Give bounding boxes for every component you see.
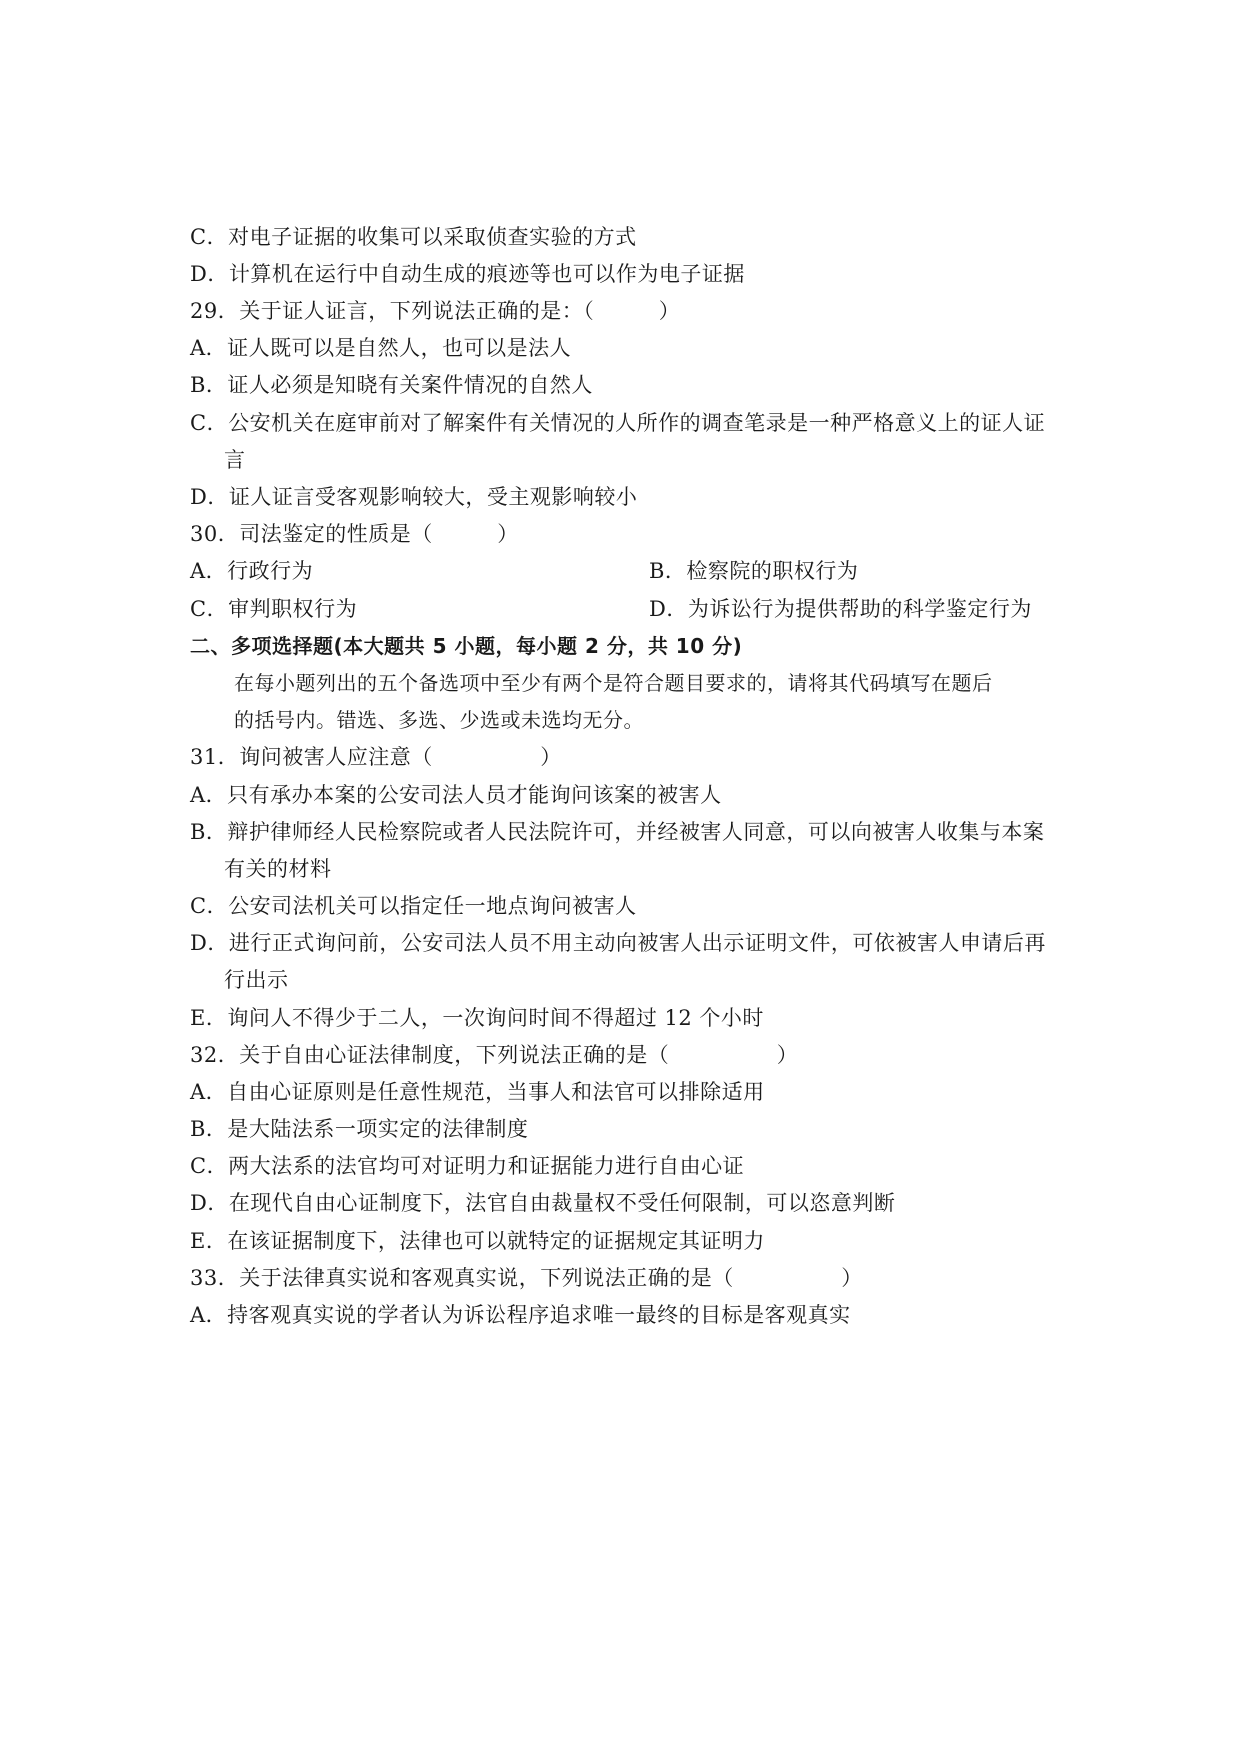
q28-option-d: D．计算机在运行中自动生成的痕迹等也可以作为电子证据 <box>190 262 745 286</box>
q31-option-e: E．询问人不得少于二人，一次询问时间不得超过 12 个小时 <box>190 1006 764 1030</box>
q30-stem: 30．司法鉴定的性质是（ ） <box>190 522 519 546</box>
q32-option-c: C．两大法系的法官均可对证明力和证据能力进行自由心证 <box>190 1154 745 1178</box>
q30-row-ab <box>190 558 313 584</box>
q33-option-a: A．持客观真实说的学者认为诉讼程序追求唯一最终的目标是客观真实 <box>190 1303 851 1327</box>
q32-option-e: E．在该证据制度下，法律也可以就特定的证据规定其证明力 <box>190 1229 765 1253</box>
section2-heading: 二、多项选择题(本大题共 5 小题，每小题 2 分，共 10 分) <box>190 634 743 658</box>
q30-option-d: D．为诉讼行为提供帮助的科学鉴定行为 <box>649 597 1032 621</box>
q31-stem: 31．询问被害人应注意（ ） <box>190 745 562 769</box>
q32-option-b: B．是大陆法系一项实定的法律制度 <box>190 1117 529 1141</box>
q29-stem: 29．关于证人证言，下列说法正确的是：（ ） <box>190 299 681 323</box>
q32-option-d: D．在现代自由心证制度下，法官自由裁量权不受任何限制，可以恣意判断 <box>190 1191 896 1215</box>
q29-option-c-line2: 言 <box>224 448 246 472</box>
q31-option-b-line1: B．辩护律师经人民检察院或者人民法院许可，并经被害人同意，可以向被害人收集与本案 <box>190 820 1045 844</box>
q31-option-c: C．公安司法机关可以指定任一地点询问被害人 <box>190 894 637 918</box>
q31-option-a: A．只有承办本案的公安司法人员才能询问该案的被害人 <box>190 783 722 807</box>
q30-option-b: B．检察院的职权行为 <box>649 559 859 583</box>
q31-option-d-line2: 行出示 <box>224 968 289 992</box>
q31-option-b-line2: 有关的材料 <box>224 857 332 881</box>
q32-option-a: A．自由心证原则是任意性规范，当事人和法官可以排除适用 <box>190 1080 765 1104</box>
q32-stem: 32．关于自由心证法律制度，下列说法正确的是（ ） <box>190 1043 799 1067</box>
section2-instructions-line2: 的括号内。错选、多选、少选或未选均无分。 <box>234 708 644 732</box>
q29-option-c-line1: C．公安机关在庭审前对了解案件有关情况的人所作的调查笔录是一种严格意义上的证人证 <box>190 411 1046 435</box>
q33-stem: 33．关于法律真实说和客观真实说，下列说法正确的是（ ） <box>190 1266 863 1290</box>
q29-option-d: D．证人证言受客观影响较大，受主观影响较小 <box>190 485 638 509</box>
q30-option-c: C．审判职权行为 <box>190 597 358 621</box>
q29-option-a: A．证人既可以是自然人，也可以是法人 <box>190 336 572 360</box>
section2-instructions-line1: 在每小题列出的五个备选项中至少有两个是符合题目要求的，请将其代码填写在题后 <box>234 671 993 695</box>
q28-option-c: C．对电子证据的收集可以采取侦查实验的方式 <box>190 225 637 249</box>
q29-option-b: B．证人必须是知晓有关案件情况的自然人 <box>190 373 593 397</box>
q31-option-d-line1: D．进行正式询问前，公安司法人员不用主动向被害人出示证明文件，可依被害人申请后再 <box>190 931 1046 955</box>
q30-option-a: A．行政行为 <box>190 559 314 583</box>
